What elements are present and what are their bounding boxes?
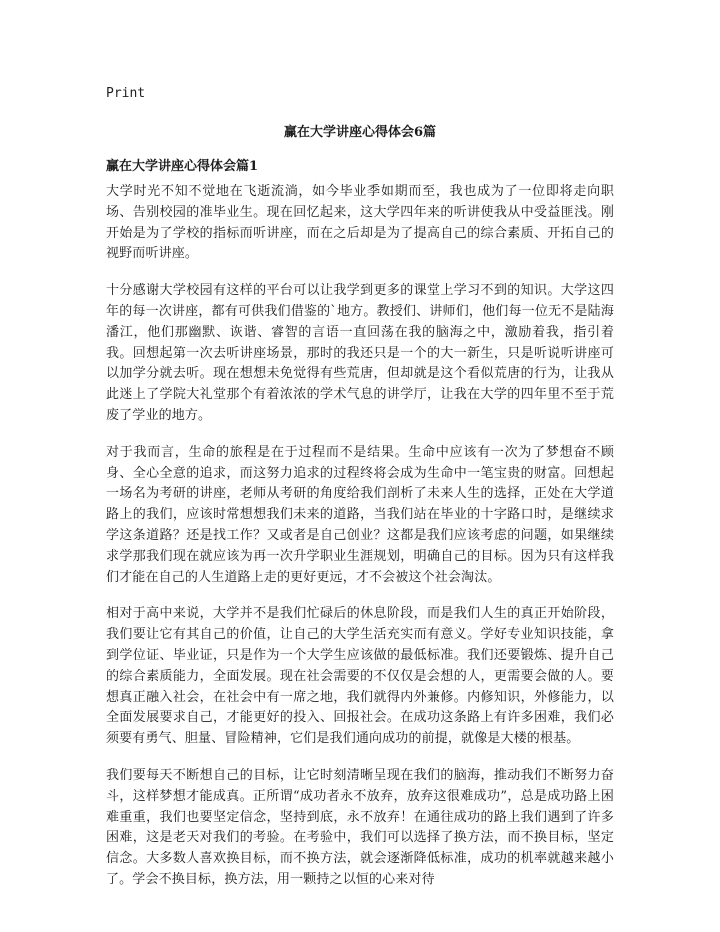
paragraph: 大学时光不知不觉地在飞逝流淌，如今毕业季如期而至，我也成为了一位即将走向职场、告别校园的准毕业生。现在回忆起来，这大学四年来的听讲使我从中受益匪浅。刚开始是为了学校的指标而听讲座，而在之后却是为了提高自己的综合素质、开拓自己的视野而听讲座。 — [106, 184, 614, 262]
paragraph: 我们要每天不断想自己的目标，让它时刻清晰呈现在我们的脑海，推动我们不断努力奋斗，这样梦想才能成真。正所谓“成功者永不放弃，放弃这很难成功”，总是成功路上困难重重，我们也要坚定信念，坚持到底，永不放弃！在通往成功的路上我们遇到了许多困难，这是老天对我们的考验。在考验中，我们可以选择了换方法，而不换目标，坚定信念。大多数人喜欢换目标，而不换方法，就会逐渐降低标准，成功的机率就越来越小了。学会不换目标，换方法，用一颗持之以恒的心来对待 — [106, 767, 614, 887]
paragraph: 相对于高中来说，大学并不是我们忙碌后的休息阶段，而是我们人生的真正开始阶段，我们要让它有其自己的价值，让自己的大学生活充实而有意义。学好专业知识技能，拿到学位证、毕业证，只是作为一个大学生应该做的最低标准。我们还要锻炼、提升自己的综合素质能力，全面发展。现在社会需要的不仅仅是会想的人，更需要会做的人。要想真正融入社会，在社会中有一席之地，我们就得内外兼修。内修知识，外修能力，以全面发展要求自己，才能更好的投入、回报社会。在成功这条路上有许多困难，我们必须要有勇气、胆量、冒险精神，它们是我们通向成功的前提，就像是大楼的根基。 — [106, 606, 614, 747]
article-body — [106, 182, 614, 907]
paragraph: 十分感谢大学校园有这样的平台可以让我学到更多的课堂上学习不到的知识。大学这四年的每一次讲座，都有可供我们借鉴的`地方。教授们、讲师们，他们每一位无不是陆海潘江，他们那幽默、诙谐、睿智的言语一直回荡在我的脑海之中，激励着我，指引着我。回想起第一次去听讲座场景，那时的我还只是一个的大一新生，只是听说听讲座可以加学分就去听。现在想想未免觉得有些荒唐，但却就是这个看似荒唐的行为，让我从此迷上了学院大礼堂那个有着浓浓的学术气息的讲学厅，让我在大学的四年里不至于荒废了学业的地方。 — [106, 283, 614, 423]
section-heading: 赢在大学讲座心得体会篇1 — [106, 159, 259, 174]
print-link[interactable]: Print — [106, 86, 146, 101]
document-title: 赢在大学讲座心得体会6篇 — [283, 125, 437, 140]
paragraph: 对于我而言，生命的旅程是在于过程而不是结果。生命中应该有一次为了梦想奋不顾身、全心全意的追求，而这努力追求的过程终将会成为生命中一笔宝贵的财富。回想起一场名为考研的讲座，老师从考研的角度给我们剖析了未来人生的选择，正处在大学道路上的我们，应该时常想想我们未来的道路，当我们站在毕业的十字路口时，是继续求学这条道路？还是找工作？又或者是自己创业？这都是我们应该考虑的问题，如果继续求学那我们现在就应该为再一次升学职业生涯规划，明确自己的目标。因为只有这样我们才能在自己的人生道路上走的更好更远，才不会被这个社会淘汰。 — [106, 444, 614, 585]
